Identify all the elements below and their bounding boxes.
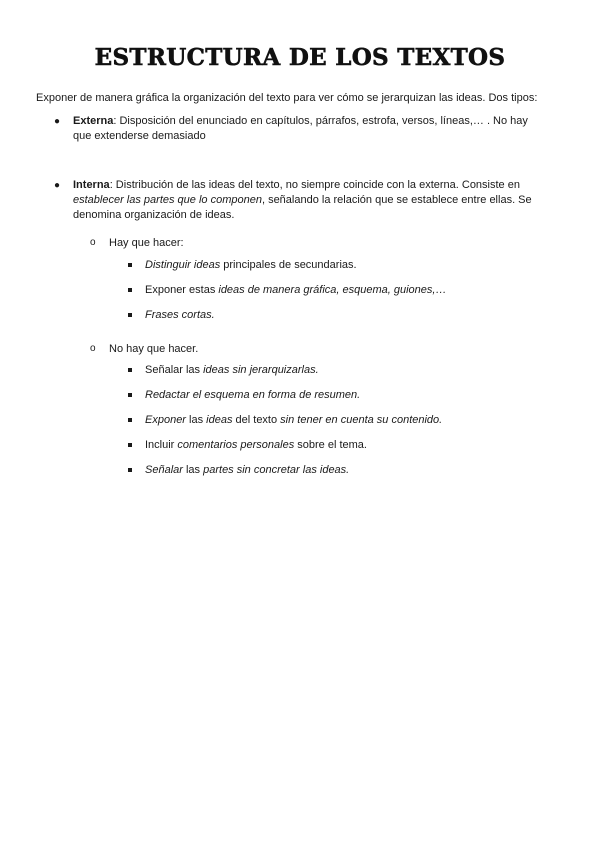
- square-bullet-icon: [128, 468, 132, 472]
- externa-label: Externa: [73, 115, 114, 127]
- item-italic: Frases cortas.: [145, 309, 215, 321]
- list-item: [128, 283, 548, 298]
- page-title: ESTRUCTURA DE LOS TEXTOS: [94, 44, 506, 71]
- list-item: [128, 258, 548, 273]
- square-bullet-icon: [128, 263, 132, 267]
- item-italic: Exponer: [145, 414, 186, 426]
- square-bullet-icon: [128, 313, 132, 317]
- list-item: [128, 413, 548, 428]
- list-item: [128, 438, 548, 453]
- circle-bullet-icon: o: [90, 237, 96, 248]
- square-bullet-icon: [128, 288, 132, 292]
- square-bullet-icon: [128, 418, 132, 422]
- square-bullet-icon: [128, 368, 132, 372]
- item-text: Incluir: [145, 439, 178, 451]
- item-text: principales de secundarias.: [220, 259, 357, 271]
- sublist-heading: Hay que hacer:: [109, 237, 184, 249]
- item-italic: ideas sin jerarquizarlas.: [203, 364, 319, 376]
- item-text: sobre el tema.: [294, 439, 367, 451]
- item-italic: comentarios personales: [177, 439, 295, 451]
- interna-description-2: , señalando la relación que se establece entre ellas. Se denomina organización de ideas.: [73, 194, 532, 221]
- bullet-icon: ●: [54, 116, 61, 127]
- item-text: del texto: [232, 414, 281, 426]
- item-text: Señalar las: [145, 364, 204, 376]
- list-item: [128, 463, 548, 478]
- item-italic: sin tener en cuenta su contenido.: [280, 414, 443, 426]
- sublist-no-hay-que-hacer: [90, 342, 530, 357]
- list-item-interna: [56, 178, 536, 223]
- item-italic: Redactar el esquema en forma de resumen.: [145, 389, 361, 401]
- list-item: [128, 388, 548, 403]
- list-item: [128, 308, 548, 323]
- item-text: las: [182, 464, 204, 476]
- externa-description: : Disposición del enunciado en capítulos, párrafos, estrofa, versos, líneas,… . No hay que extenderse demasiado: [73, 115, 528, 142]
- sublist-hay-que-hacer: [90, 236, 530, 251]
- sublist-heading: No hay que hacer.: [109, 343, 199, 355]
- item-italic: ideas de manera gráfica, esquema, guiones,…: [218, 284, 447, 296]
- item-text: Exponer estas: [145, 284, 219, 296]
- item-italic: ideas: [206, 414, 233, 426]
- interna-description-italic: establecer las partes que lo componen: [73, 194, 262, 206]
- list-item: [128, 363, 548, 378]
- circle-bullet-icon: o: [90, 343, 96, 354]
- interna-label: Interna: [73, 179, 110, 191]
- interna-text: [73, 178, 536, 223]
- intro-paragraph: Exponer de manera gráfica la organización del texto para ver cómo se jerarquizan las ideas. Dos tipos:: [36, 92, 538, 104]
- item-italic: Señalar: [145, 464, 183, 476]
- interna-description-1: : Distribución de las ideas del texto, no siempre coincide con la externa. Consiste en: [109, 179, 520, 191]
- item-italic: Distinguir ideas: [145, 259, 221, 271]
- item-text: las: [185, 414, 207, 426]
- item-italic: partes sin concretar las ideas.: [203, 464, 350, 476]
- bullet-icon: ●: [54, 180, 61, 191]
- list-item-externa: [56, 114, 536, 144]
- square-bullet-icon: [128, 443, 132, 447]
- square-bullet-icon: [128, 393, 132, 397]
- externa-text: [73, 114, 536, 144]
